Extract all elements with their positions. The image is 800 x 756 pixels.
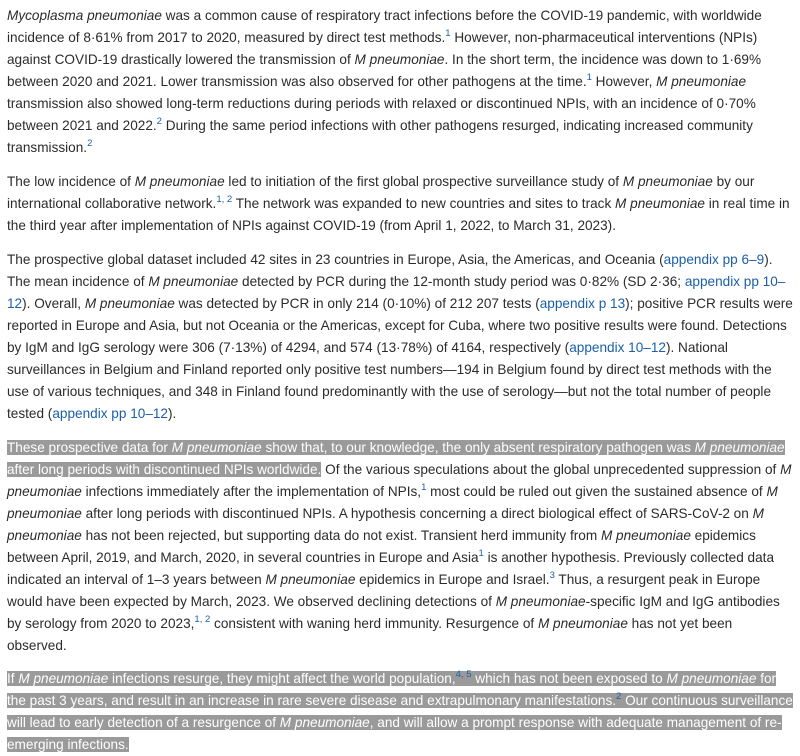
text: most could be ruled out given the sustained absence of (426, 484, 767, 499)
text: The prospective global dataset included 42 sites in 23 countries in Europe, Asia, the Americas, and Oceania ( (7, 252, 664, 267)
text: However, non-pharmaceutical interventions (NPIs) against COVID-19 drastically lowered the transmission of (7, 30, 758, 67)
text: for the past 3 years, and result in an increase in rare severe disease and extrapulmonary manifestations. (7, 671, 777, 708)
organism-name: M pneumoniae (666, 671, 757, 686)
reference-link[interactable]: 2 (204, 614, 211, 625)
text: was a common cause of respiratory tract infections before the COVID-19 pandemic, with worldwide incidence of 8·61% from 2017 to 2020, measured by direct test methods. (7, 8, 762, 45)
text: epidemics between April, 2019, and March, 2020, in several countries in Europe and Asia (7, 528, 756, 565)
text: led to initiation of the first global prospective surveillance study of (224, 174, 623, 189)
reference-link[interactable]: 3 (549, 570, 555, 581)
organism-name: M pneumoniae (600, 528, 691, 543)
organism-name: M pneumoniae (694, 440, 785, 455)
organism-name: M pneumoniae (7, 506, 764, 543)
organism-name: M pneumoniae (134, 174, 225, 189)
organism-name: M pneumoniae (148, 274, 239, 289)
paragraph-2 (7, 171, 793, 237)
reference-link[interactable]: 2 (87, 138, 93, 149)
text: consistent with waning herd immunity. Resurgence of (210, 616, 538, 631)
text: transmission also showed long-term reductions during periods with relaxed or discontinued NPIs, with an incidence of 0·70% between 2021 and 2022. (7, 96, 756, 133)
reference-link[interactable]: 2 (616, 691, 622, 702)
text: after long periods with discontinued NPIs worldwide. (7, 462, 322, 477)
text: However, (591, 74, 657, 89)
organism-name: M pneumoniae (656, 74, 747, 89)
appendix-link[interactable]: appendix pp 10–12 (7, 274, 786, 311)
organism-name: M pneumoniae (354, 52, 445, 67)
text: after long periods with discontinued NPIs. A hypothesis concerning a direct biological effect of SARS-CoV-2 on (81, 506, 753, 521)
reference-link[interactable]: 2 (156, 116, 162, 127)
text-selection[interactable] (7, 671, 793, 752)
appendix-link[interactable]: appendix pp 10–12 (52, 406, 168, 421)
reference-link[interactable]: 1 (478, 548, 484, 559)
reference-link[interactable]: 1 (421, 482, 427, 493)
text: ); positive PCR results were reported in Europe and Asia, but not Oceania or the Americas, except for Cuba, where two positive results were found. Detections by IgM and IgG serology were 306 (7·13%) of 4294, and 574 (13·78%) of 4164, respectively ( (7, 296, 793, 355)
text: ). (168, 406, 177, 421)
paragraph-3 (7, 249, 793, 425)
organism-name: M pneumoniae (265, 572, 356, 587)
text: These prospective data for (7, 440, 172, 455)
reference-link[interactable]: 4, (455, 669, 464, 680)
text: -specific IgM and IgG antibodies by serology from 2020 to 2023, (7, 594, 780, 631)
text: . In the short term, the incidence was down to 1·69% between 2020 and 2021. Lower transmission was also observed for other pathogens at the time. (7, 52, 762, 89)
text: ). National surveillances in Belgium and Finland reported only positive test numbers—194 in Belgium found by direct test methods with the use of various techniques, and 348 in Finland found predominantly with the use of serology—but not the total number of people tested ( (7, 340, 772, 421)
text: During the same period infections with other pathogens resurged, indicating increased community transmission. (7, 118, 753, 155)
appendix-link[interactable]: appendix 10–12 (569, 340, 666, 355)
organism-name: M pneumoniae (7, 484, 778, 521)
organism-name: M pneumoniae (84, 296, 175, 311)
appendix-link[interactable]: appendix p 13 (539, 296, 626, 311)
text: is another hypothesis. Previously collected data indicated an interval of 1–3 years between (7, 550, 775, 587)
text: has not yet been observed. (7, 616, 733, 653)
organism-name: Mycoplasma pneumoniae (7, 8, 162, 23)
text: was detected by PCR in only 214 (0·10%) of 212 207 tests ( (174, 296, 540, 311)
text: Thus, a resurgent peak in Europe would have been expected by March, 2023. We observed declining detections of (7, 572, 761, 609)
reference-link[interactable]: 1 (445, 28, 451, 39)
paragraph-5 (7, 668, 793, 756)
reference-link[interactable]: 2 (226, 194, 233, 205)
organism-name: M pneumoniae (279, 715, 370, 730)
reference-link[interactable]: 1 (586, 72, 592, 83)
text: by our international collaborative network. (7, 174, 755, 211)
reference-link[interactable]: 1, (216, 194, 225, 205)
text: , and will allow a prompt response with adequate management of re-emerging infections. (7, 715, 782, 752)
text: in real time in the third year after implementation of NPIs against COVID-19 (from April 1, 2022, to March 31, 2023). (7, 196, 790, 233)
text: ). Overall, (22, 296, 85, 311)
text: Of the various speculations about the global unprecedented suppression of (321, 462, 781, 477)
text: The low incidence of (7, 174, 135, 189)
paragraph-1 (7, 5, 793, 159)
text: infections resurge, they might affect the world population, (108, 671, 456, 686)
text: The network was expanded to new countries and sites to track (232, 196, 616, 211)
text: show that, to our knowledge, the only absent respiratory pathogen was (261, 440, 695, 455)
text: which has not been exposed to (471, 671, 667, 686)
organism-name: M pneumoniae (537, 616, 628, 631)
organism-name: M pneumoniae (18, 671, 109, 686)
organism-name: M pneumoniae (615, 196, 705, 211)
text: detected by PCR during the 12-month study period was 0·82% (SD 2·36; (238, 274, 685, 289)
organism-name: M pneumoniae (622, 174, 713, 189)
text: has not been rejected, but supporting data do not exist. Transient herd immunity from (81, 528, 601, 543)
text: ). The mean incidence of (7, 252, 773, 289)
paragraph-4 (7, 437, 793, 657)
reference-link[interactable]: 5 (466, 669, 472, 680)
organism-name: M pneumoniae (171, 440, 262, 455)
reference-link[interactable]: 1, (194, 614, 203, 625)
text: epidemics in Europe and Israel. (355, 572, 550, 587)
text: If (7, 671, 19, 686)
organism-name: M pneumoniae (495, 594, 586, 609)
text: Our continuous surveillance will lead to early detection of a resurgence of (7, 693, 793, 730)
appendix-link[interactable]: appendix pp 6–9 (663, 252, 765, 267)
text: infections immediately after the implementation of NPIs, (81, 484, 422, 499)
organism-name: M pneumoniae (7, 462, 792, 499)
